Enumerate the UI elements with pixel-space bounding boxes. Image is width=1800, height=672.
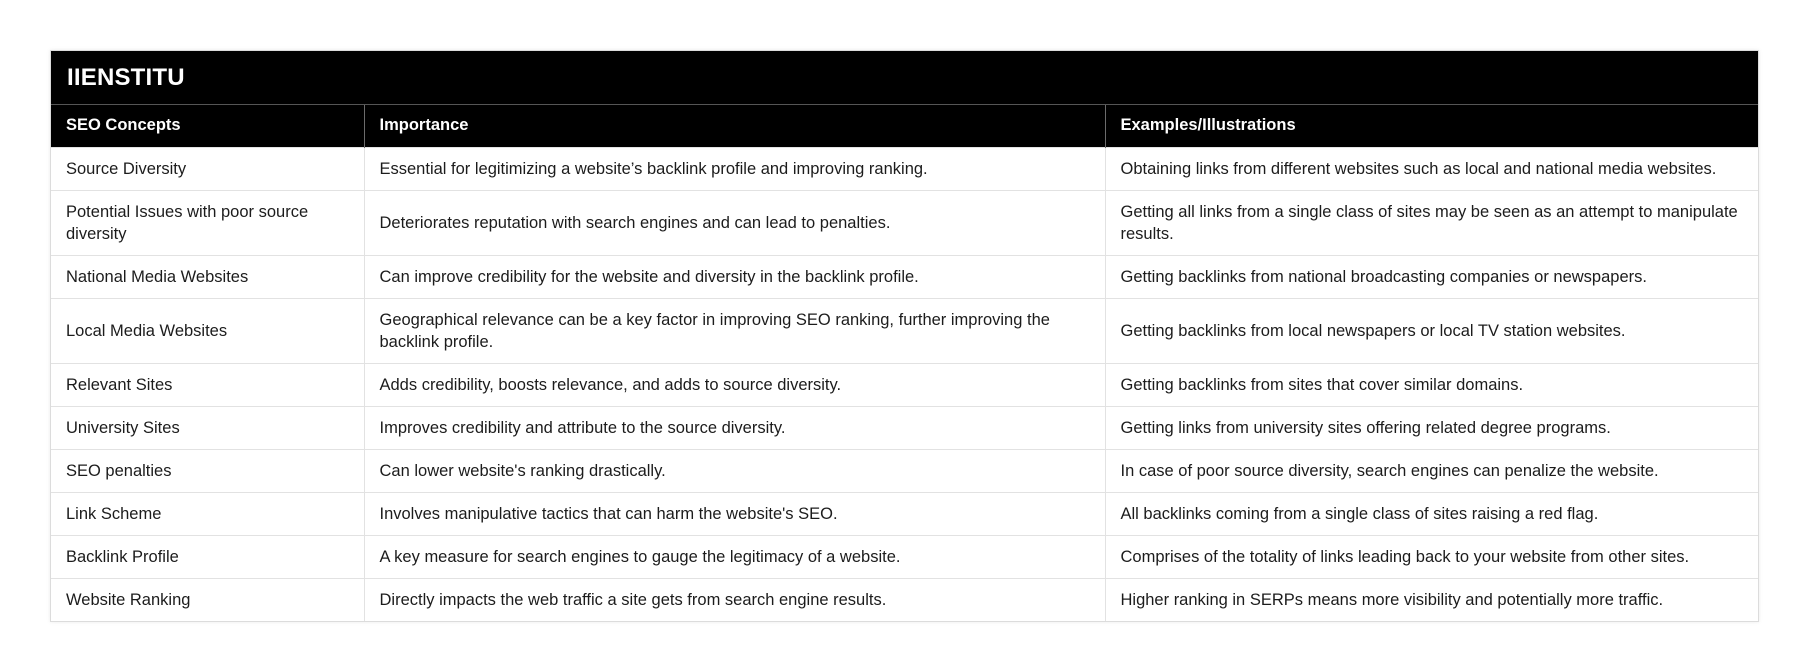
cell-importance: Involves manipulative tactics that can harm the website's SEO. — [364, 492, 1105, 535]
cell-concept: Source Diversity — [51, 147, 364, 190]
cell-importance: Adds credibility, boosts relevance, and adds to source diversity. — [364, 363, 1105, 406]
cell-importance: Geographical relevance can be a key factor in improving SEO ranking, further improving the backlink profile. — [364, 298, 1105, 363]
cell-example: Getting all links from a single class of sites may be seen as an attempt to manipulate results. — [1105, 190, 1758, 255]
cell-example: Higher ranking in SERPs means more visibility and potentially more traffic. — [1105, 578, 1758, 621]
cell-concept: National Media Websites — [51, 255, 364, 298]
cell-importance: Can improve credibility for the website and diversity in the backlink profile. — [364, 255, 1105, 298]
table-row — [51, 449, 1758, 492]
cell-concept: University Sites — [51, 406, 364, 449]
column-header-examples: Examples/Illustrations — [1105, 105, 1758, 147]
cell-example: Getting backlinks from local newspapers or local TV station websites. — [1105, 298, 1758, 363]
cell-example: Getting backlinks from national broadcasting companies or newspapers. — [1105, 255, 1758, 298]
cell-example: Getting links from university sites offering related degree programs. — [1105, 406, 1758, 449]
cell-importance: Essential for legitimizing a website’s backlink profile and improving ranking. — [364, 147, 1105, 190]
brand-title: IIENSTITU — [67, 63, 185, 91]
table-row — [51, 255, 1758, 298]
table-row — [51, 406, 1758, 449]
cell-importance: Can lower website's ranking drastically. — [364, 449, 1105, 492]
table-row — [51, 298, 1758, 363]
cell-concept: Backlink Profile — [51, 535, 364, 578]
column-header-seo-concepts: SEO Concepts — [51, 105, 364, 147]
cell-concept: Local Media Websites — [51, 298, 364, 363]
cell-importance: Directly impacts the web traffic a site gets from search engine results. — [364, 578, 1105, 621]
brand-header — [51, 51, 1758, 105]
cell-example: Getting backlinks from sites that cover similar domains. — [1105, 363, 1758, 406]
cell-example: Comprises of the totality of links leading back to your website from other sites. — [1105, 535, 1758, 578]
table-row — [51, 147, 1758, 190]
cell-concept: Potential Issues with poor source diversity — [51, 190, 364, 255]
cell-concept: Website Ranking — [51, 578, 364, 621]
cell-example: All backlinks coming from a single class of sites raising a red flag. — [1105, 492, 1758, 535]
seo-concepts-table — [51, 105, 1758, 621]
cell-concept: SEO penalties — [51, 449, 364, 492]
table-row — [51, 363, 1758, 406]
seo-concepts-table-container — [50, 50, 1759, 622]
column-header-importance: Importance — [364, 105, 1105, 147]
table-header-row — [51, 105, 1758, 147]
cell-concept: Link Scheme — [51, 492, 364, 535]
cell-importance: Improves credibility and attribute to the source diversity. — [364, 406, 1105, 449]
table-row — [51, 578, 1758, 621]
cell-concept: Relevant Sites — [51, 363, 364, 406]
table-row — [51, 492, 1758, 535]
cell-importance: Deteriorates reputation with search engines and can lead to penalties. — [364, 190, 1105, 255]
cell-importance: A key measure for search engines to gauge the legitimacy of a website. — [364, 535, 1105, 578]
cell-example: Obtaining links from different websites such as local and national media websites. — [1105, 147, 1758, 190]
cell-example: In case of poor source diversity, search engines can penalize the website. — [1105, 449, 1758, 492]
table-row — [51, 535, 1758, 578]
table-row — [51, 190, 1758, 255]
